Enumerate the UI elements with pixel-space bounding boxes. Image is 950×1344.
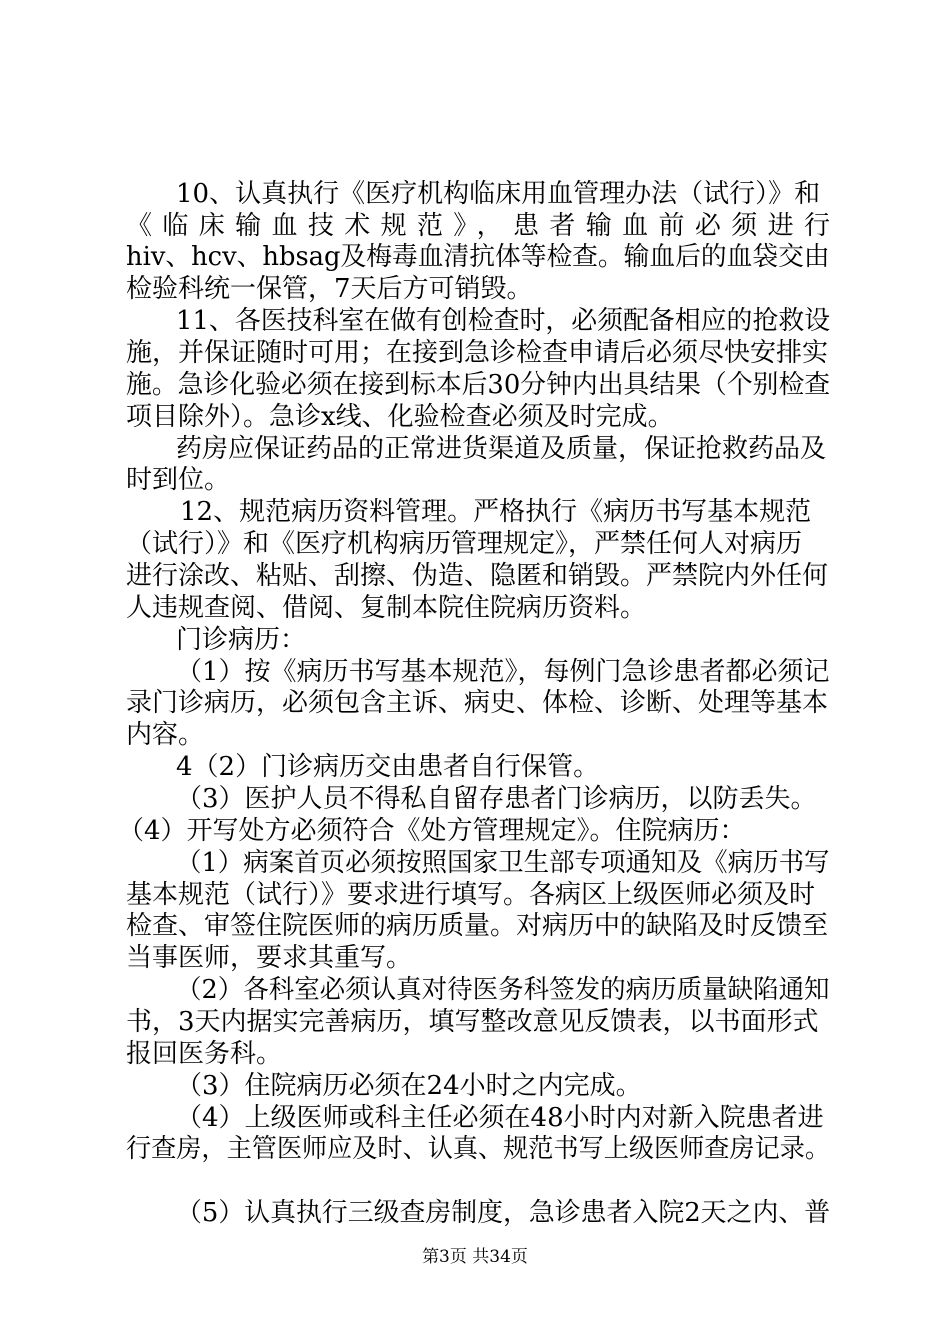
inpatient-item-2-line-1: （2）各科室必须认真对待医务科签发的病历质量缺陷通知 [176, 975, 830, 1005]
outpatient-item-1-line-1: （1）按《病历书写基本规范》，每例门急诊患者都必须记 [176, 657, 830, 687]
inpatient-item-1-line-2: 基本规范（试行）》要求进行填写。各病区上级医师必须及时 [126, 880, 816, 910]
outpatient-item-1-line-3: 内容。 [126, 720, 205, 750]
paragraph-12-line-3: 进行涂改、粘贴、刮擦、伪造、隐匿和销毁。严禁院内外任何 [126, 561, 829, 591]
page-footer: 第3页 共34页 [422, 1247, 528, 1267]
pharmacy-line-1: 药房应保证药品的正常进货渠道及质量，保证抢救药品及 [176, 434, 827, 464]
outpatient-item-2: 4（2）门诊病历交由患者自行保管。 [176, 752, 600, 782]
paragraph-11-line-1: 11、各医技科室在做有创检查时，必须配备相应的抢救设 [176, 306, 831, 336]
paragraph-10-line-2: 《临床输血技术规范》，患者输血前必须进行 [126, 211, 830, 241]
inpatient-item-3: （3）住院病历必须在24小时之内完成。 [176, 1071, 642, 1101]
inpatient-item-2-line-2: 书，3天内据实完善病历，填写整改意见反馈表，以书面形式 [126, 1007, 819, 1037]
paragraph-12-line-1: 12、规范病历资料管理。严格执行《病历书写基本规范 [180, 497, 812, 527]
outpatient-item-3: （3）医护人员不得私自留存患者门诊病历，以防丢失。 [176, 784, 817, 814]
inpatient-item-2-line-3: 报回医务科。 [126, 1039, 283, 1069]
outpatient-item-4: （4）开写处方必须符合《处方管理规定》。住院病历： [118, 816, 746, 846]
paragraph-11-line-4: 项目除外）。急诊x线、化验检查必须及时完成。 [126, 402, 674, 432]
paragraph-12-line-2: （试行）》和《医疗机构病历管理规定》，严禁任何人对病历 [126, 529, 803, 559]
pharmacy-line-2: 时到位。 [126, 465, 231, 495]
paragraph-10-line-4: 检验科统一保管，7天后方可销毁。 [126, 274, 533, 304]
inpatient-item-1-line-4: 当事医师，要求其重写。 [126, 943, 413, 973]
outpatient-heading: 门诊病历： [176, 625, 307, 655]
inpatient-item-4-line-1: （4）上级医师或科主任必须在48小时内对新入院患者进 [176, 1103, 824, 1133]
paragraph-11-line-3: 施。急诊化验必须在接到标本后30分钟内出具结果（个别检查 [126, 370, 831, 400]
paragraph-12-line-4: 人违规查阅、借阅、复制本院住院病历资料。 [126, 593, 647, 623]
inpatient-item-1-line-1: （1）病案首页必须按照国家卫生部专项通知及《病历书写 [176, 848, 830, 878]
inpatient-item-1-line-3: 检查、审签住院医师的病历质量。对病历中的缺陷及时反馈至 [126, 911, 829, 941]
paragraph-10-line-1: 10、认真执行《医疗机构临床用血管理办法（试行）》和 [176, 179, 821, 209]
inpatient-item-5-line-1: （5）认真执行三级查房制度，急诊患者入院2天之内、普 [176, 1198, 831, 1228]
paragraph-11-line-2: 施，并保证随时可用；在接到急诊检查申请后必须尽快安排实 [126, 338, 829, 368]
inpatient-item-4-line-2: 行查房，主管医师应及时、认真、规范书写上级医师查房记录。 [126, 1134, 831, 1164]
paragraph-10-line-3: hiv、hcv、hbsag及梅毒血清抗体等检查。输血后的血袋交由 [126, 242, 830, 272]
outpatient-item-1-line-2: 录门诊病历，必须包含主诉、病史、体检、诊断、处理等基本 [126, 688, 829, 718]
